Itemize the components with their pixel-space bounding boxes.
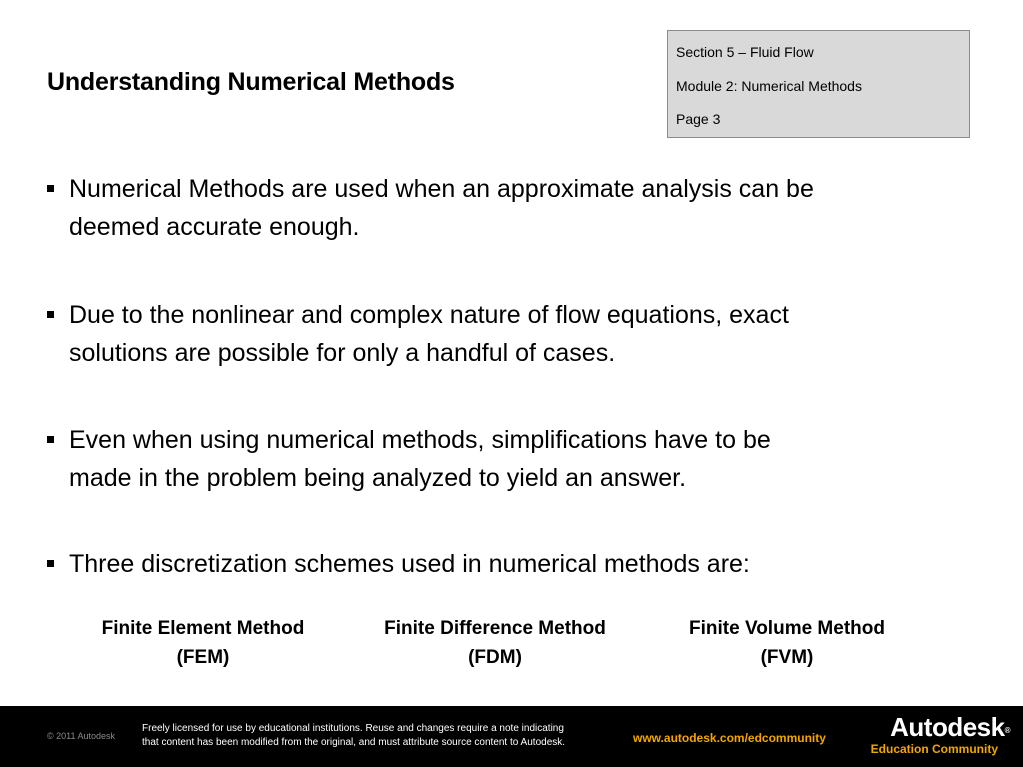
footer-bar — [0, 706, 1023, 767]
method-abbr: (FVM) — [760, 647, 814, 668]
bullet-marker-icon — [47, 311, 54, 318]
method-fvm — [662, 614, 912, 672]
method-abbr: (FDM) — [468, 647, 522, 668]
page-label: Page 3 — [676, 111, 721, 127]
edcommunity-link[interactable]: www.autodesk.com/edcommunity — [633, 731, 826, 745]
module-label: Module 2: Numerical Methods — [676, 77, 862, 94]
method-name: Finite Element Method — [101, 618, 305, 639]
section-info-box — [667, 30, 970, 138]
bullet-marker-icon — [47, 560, 54, 567]
method-fem — [78, 614, 328, 672]
logo-wordmark: Autodesk — [890, 712, 1005, 742]
section-label: Section 5 – Fluid Flow — [676, 44, 814, 60]
registered-mark-icon: ® — [1004, 726, 1010, 735]
bullet-text: Three discretization schemes used in numerical methods are: — [69, 550, 750, 578]
method-abbr: (FEM) — [176, 647, 230, 668]
methods-row — [0, 614, 1023, 674]
slide-title: Understanding Numerical Methods — [47, 68, 455, 96]
autodesk-logo — [860, 712, 1010, 756]
logo-subtitle: Education Community — [870, 742, 998, 756]
copyright-text: © 2011 Autodesk — [47, 731, 116, 741]
method-fdm — [364, 614, 626, 672]
method-name: Finite Volume Method — [689, 618, 885, 639]
bullet-text: Numerical Methods are used when an approximate analysis can be deemed accurate enough. — [69, 175, 814, 241]
bullet-marker-icon — [47, 436, 54, 443]
license-text: Freely licensed for use by educational institutions. Reuse and changes require a note indicating that content has been modified from the original, and must attribute source content to Autodesk. — [142, 723, 566, 748]
bullet-text: Due to the nonlinear and complex nature of flow equations, exact solutions are possible for only a handful of cases. — [69, 301, 789, 367]
bullet-text: Even when using numerical methods, simplifications have to be made in the problem being analyzed to yield an answer. — [69, 426, 771, 492]
method-name: Finite Difference Method — [384, 618, 606, 639]
bullet-marker-icon — [47, 185, 54, 192]
